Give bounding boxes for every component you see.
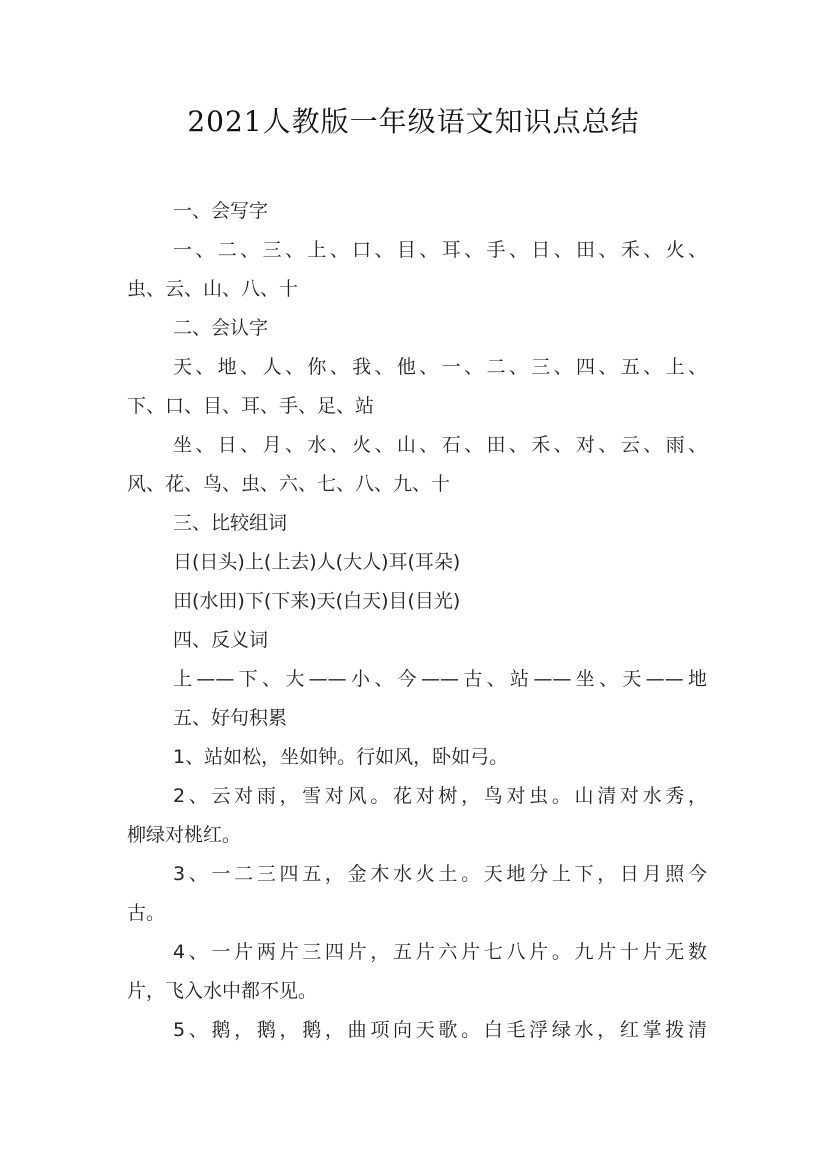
- text-line: 田(水田)下(下来)天(白天)目(目光): [173, 590, 461, 612]
- page-title: 2021人教版一年级语文知识点总结: [187, 105, 640, 138]
- text-line: 3、一二三四五，金木水火土。天地分上下，日月照今: [173, 863, 707, 885]
- text-line: 1、站如松，坐如钟。行如风，卧如弓。: [173, 746, 509, 768]
- text-line: 片，飞入水中都不见。: [127, 980, 318, 1002]
- text-line: 4、一片两片三四片，五片六片七八片。九片十片无数: [173, 941, 707, 963]
- text-line: 天、地、人、你、我、他、一、二、三、四、五、上、: [173, 356, 707, 378]
- text-line: 古。: [127, 902, 166, 924]
- text-line: 四、反义词: [173, 629, 269, 651]
- text-line: 三、比较组词: [173, 512, 288, 534]
- text-line: 5、鹅，鹅，鹅，曲项向天歌。白毛浮绿水，红掌拨清: [173, 1019, 707, 1041]
- text-line: 五、好句积累: [173, 707, 288, 729]
- text-line: 日(日头)上(上去)人(大人)耳(耳朵): [173, 551, 461, 573]
- text-line: 2、云对雨，雪对风。花对树，鸟对虫。山清对水秀，: [173, 785, 707, 807]
- text-line: 二、会认字: [173, 317, 269, 339]
- text-line: 下、口、目、耳、手、足、站: [127, 395, 375, 417]
- text-line: 虫、云、山、八、十: [127, 278, 299, 300]
- text-line: 一、会写字: [173, 200, 269, 222]
- text-line: 柳绿对桃红。: [127, 824, 242, 846]
- text-line: 上——下、大——小、今——古、站——坐、天——地: [173, 668, 707, 690]
- text-line: 坐、日、月、水、火、山、石、田、禾、对、云、雨、: [173, 434, 707, 456]
- text-line: 一、二、三、上、口、目、耳、手、日、田、禾、火、: [173, 239, 707, 261]
- text-line: 风、花、鸟、虫、六、七、八、九、十: [127, 473, 451, 495]
- document-body: [127, 192, 707, 1050]
